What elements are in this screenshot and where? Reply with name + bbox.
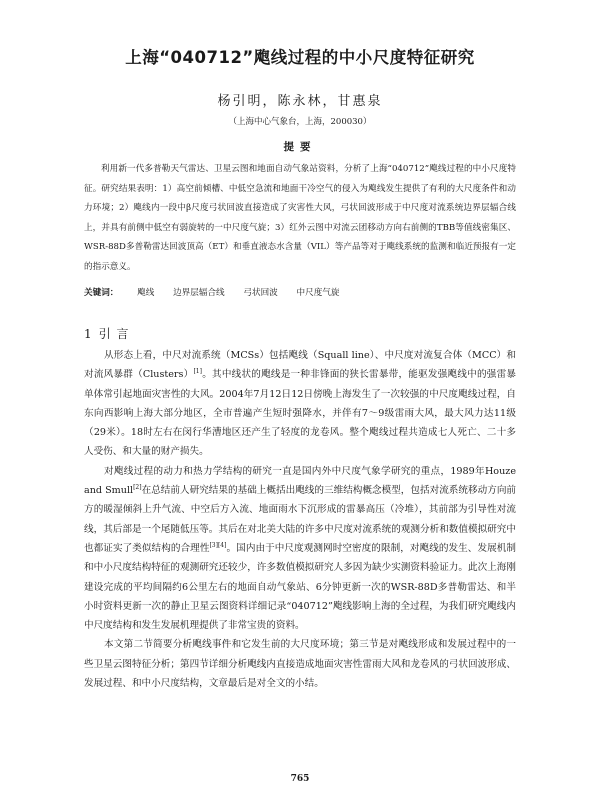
keywords-label: 关键词： [84,288,119,298]
paragraph-3: 本文第二节简要分析飑线事件和它发生前的大尺度环境；第三节是对飑线形成和发展过程中的一些卫星云图特征分析；第四节详细分析飑线内直接造成地面灾害性雷雨大风和龙卷风的弓状回波形成、发展过程、和中小尺度结构，文章最后是对全文的小结。 [84,639,516,690]
paragraph-1 [84,346,516,462]
page-number: 765 [290,774,310,784]
paragraph-2-part-b: 在总结前人研究结果的基础上概括出飑线的三维结构概念模型，包括对流系统移动方向前方的暖湿倾斜上升气流、中空后方入流、地面雨水下沉形成的雷暴高压（冷堆），其前部为引导性对流线，其后部是一个尾随低压等。其后在对北美大陆的许多中尺度对流系统的观测分析和数值模拟研究中也都证实了类似结构的合理性 [84,485,517,554]
keywords-line [84,286,516,298]
keyword-item: 飑线 [137,288,155,298]
citation-ref: [1] [193,368,202,376]
abstract-heading: 提要 [283,141,317,153]
paragraph-1-part-b: 。其中线状的飑线是一种非锋面的狭长雷暴带，能驱发强飑线中的强雷暴单体常引起地面灾害性的大风。2004年7月12日12日傍晚上海发生了一次较强的中尺度飑线过程，自东向西影响上海大部分地区，全市普遍产生短时强降水，并伴有7～9级雷雨大风，最大风力达11级（29米）。18时左右在闵行华漕地区还产生了轻度的龙卷风。整个飑线过程共造成七人死亡、二十多人受伤、和大量的财产损失。 [84,369,516,458]
affiliation: （上海中心气象台，上海，200030） [228,117,372,127]
abstract-text: 利用新一代多普勒天气雷达、卫星云图和地面自动气象站资料，分析了上海“040712”飑线过程的中小尺度特征。研究结果表明：1）高空前倾槽、中低空急流和地面干冷空气的侵入为飑线发生提供了有利的大尺度条件和动力环境；2）飑线内一段中β尺度弓状回波直接造成了灾害性大风，弓状回波形成于中尺度对流系统边界层辐合线上，并具有前侧中低空有弱旋转的一中尺度气旋；3）红外云图中对流云团移动方向右前侧的TBB等值线密集区、WSR-88D多普勒雷达回波顶高（ET）和垂直液态水含量（VIL）等产品等对于飑线系统的监测和临近预报有一定的指示意义。 [84,164,516,272]
paper-title: 上海“040712”飑线过程的中小尺度特征研究 [125,48,475,67]
section-number: 1 [84,327,93,341]
keyword-item: 中尺度气旋 [296,288,340,298]
keyword-item: 弓状回波 [243,288,278,298]
paragraph-2 [84,462,516,636]
citation-ref: [2] [133,483,142,491]
paragraph-1-part-a: 从形态上看，中尺对流系统（MCSs）包括飑线（Squall line）、中尺度对流复合体（MCC）和对流风暴群（Clusters） [84,350,516,381]
keyword-item: 边界层辐合线 [173,288,225,298]
body-text [84,346,516,693]
author-list: 杨引明，陈永林，甘惠泉 [217,94,383,109]
section-heading [84,325,129,342]
citation-ref: [3][4] [209,541,227,549]
paragraph-2-part-a: 对飑线过程的动力和热力学结构的研究一直是国内外中尺度气象学研究的重点，1989年Houze and Smull [84,465,516,497]
section-title: 引 言 [98,327,130,341]
paragraph-2-part-c: 。国内由于中尺度观测网时空密度的限制，对飑线的发生、发展机制和中小尺度结构特征的观测研究还较少，许多数值模拟研究人多因为缺少实测资料验证力。此次上海刚建设完成的平均间隔约6公里左右的地面自动气象站、6分钟更新一次的WSR-88D多普勒雷达、和半小时资料更新一次的静止卫星云图资料详细记录“040712”飑线影响上海的全过程，为我们研究飑线内中尺度结构和发生发展机理提供了非常宝贵的资料。 [84,542,517,632]
